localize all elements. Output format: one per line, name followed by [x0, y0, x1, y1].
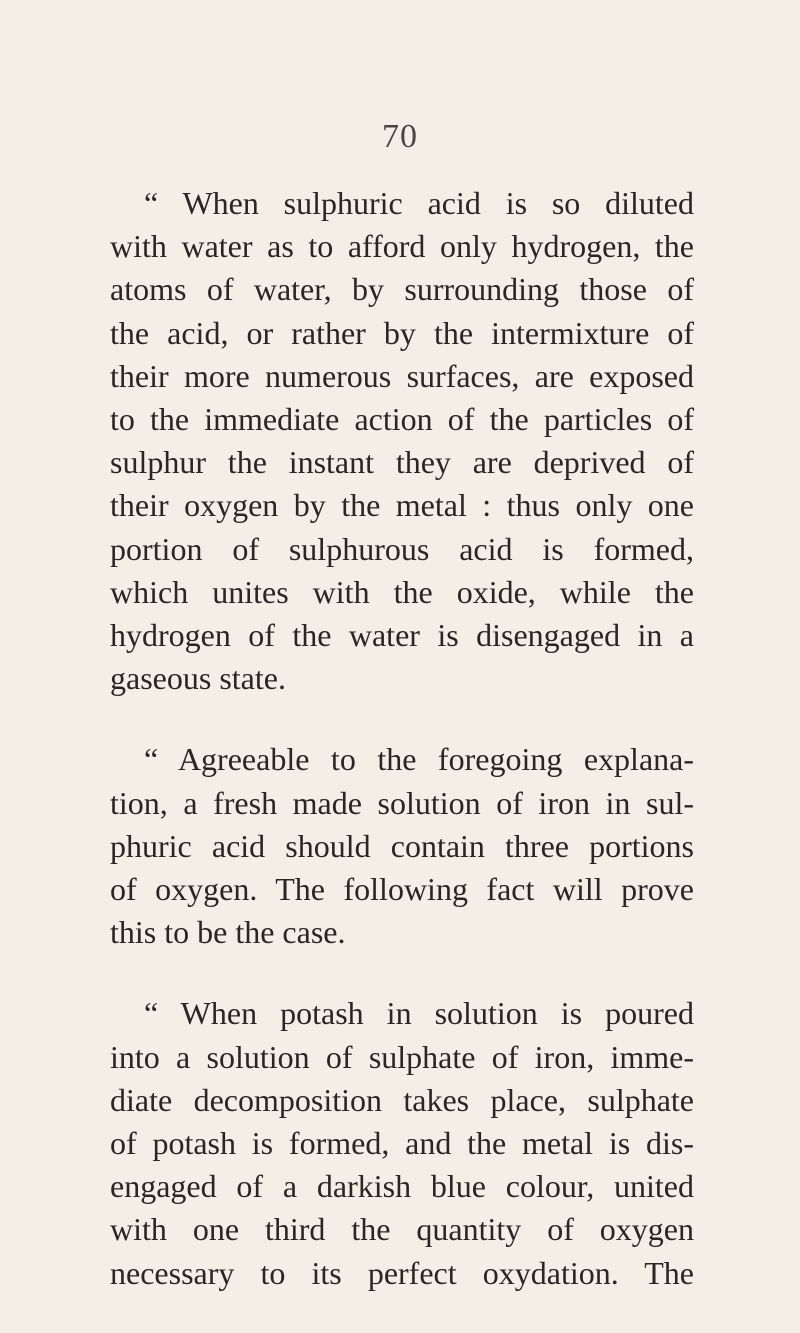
text-line: engaged of a darkish blue colour, united	[110, 1168, 694, 1205]
text-line: with water as to afford only hydrogen, the	[110, 228, 694, 265]
text-line: phuric acid should contain three portions	[110, 827, 694, 864]
text-line: of potash is formed, and the metal is dis-	[110, 1125, 694, 1162]
text-line: necessary to its perfect oxydation. The	[110, 1254, 694, 1291]
text-line: of oxygen. The following fact will prove	[110, 871, 694, 908]
text-line: gaseous state.	[110, 660, 286, 697]
paragraph-3	[110, 992, 694, 1294]
text-line: “ When sulphuric acid is so diluted	[144, 185, 694, 221]
text-line: their oxygen by the metal : thus only one	[110, 487, 694, 524]
text-line: into a solution of sulphate of iron, imme-	[110, 1038, 694, 1075]
text-line: which unites with the oxide, while the	[110, 573, 694, 610]
text-line: hydrogen of the water is disengaged in a	[110, 617, 694, 654]
page-number: 70	[382, 118, 418, 155]
text-line: tion, a fresh made solution of iron in sul-	[110, 784, 694, 821]
paragraph-1	[110, 182, 694, 700]
body-text	[110, 182, 694, 1333]
text-line: with one third the quantity of oxygen	[110, 1211, 694, 1248]
text-line: the acid, or rather by the intermixture of	[110, 314, 694, 351]
text-line: “ When potash in solution is poured	[144, 995, 694, 1032]
text-line: atoms of water, by surrounding those of	[110, 271, 694, 308]
text-line: diate decomposition takes place, sulphate	[110, 1081, 694, 1118]
text-line: portion of sulphurous acid is formed,	[110, 530, 694, 567]
text-line: their more numerous surfaces, are exposed	[110, 357, 694, 394]
text-line: sulphur the instant they are deprived of	[110, 444, 694, 481]
text-line: to the immediate action of the particles of	[110, 401, 694, 438]
paragraph-2	[110, 738, 694, 954]
text-line: this to be the case.	[110, 914, 346, 951]
text-line: “ Agreeable to the foregoing explana-	[144, 741, 694, 778]
